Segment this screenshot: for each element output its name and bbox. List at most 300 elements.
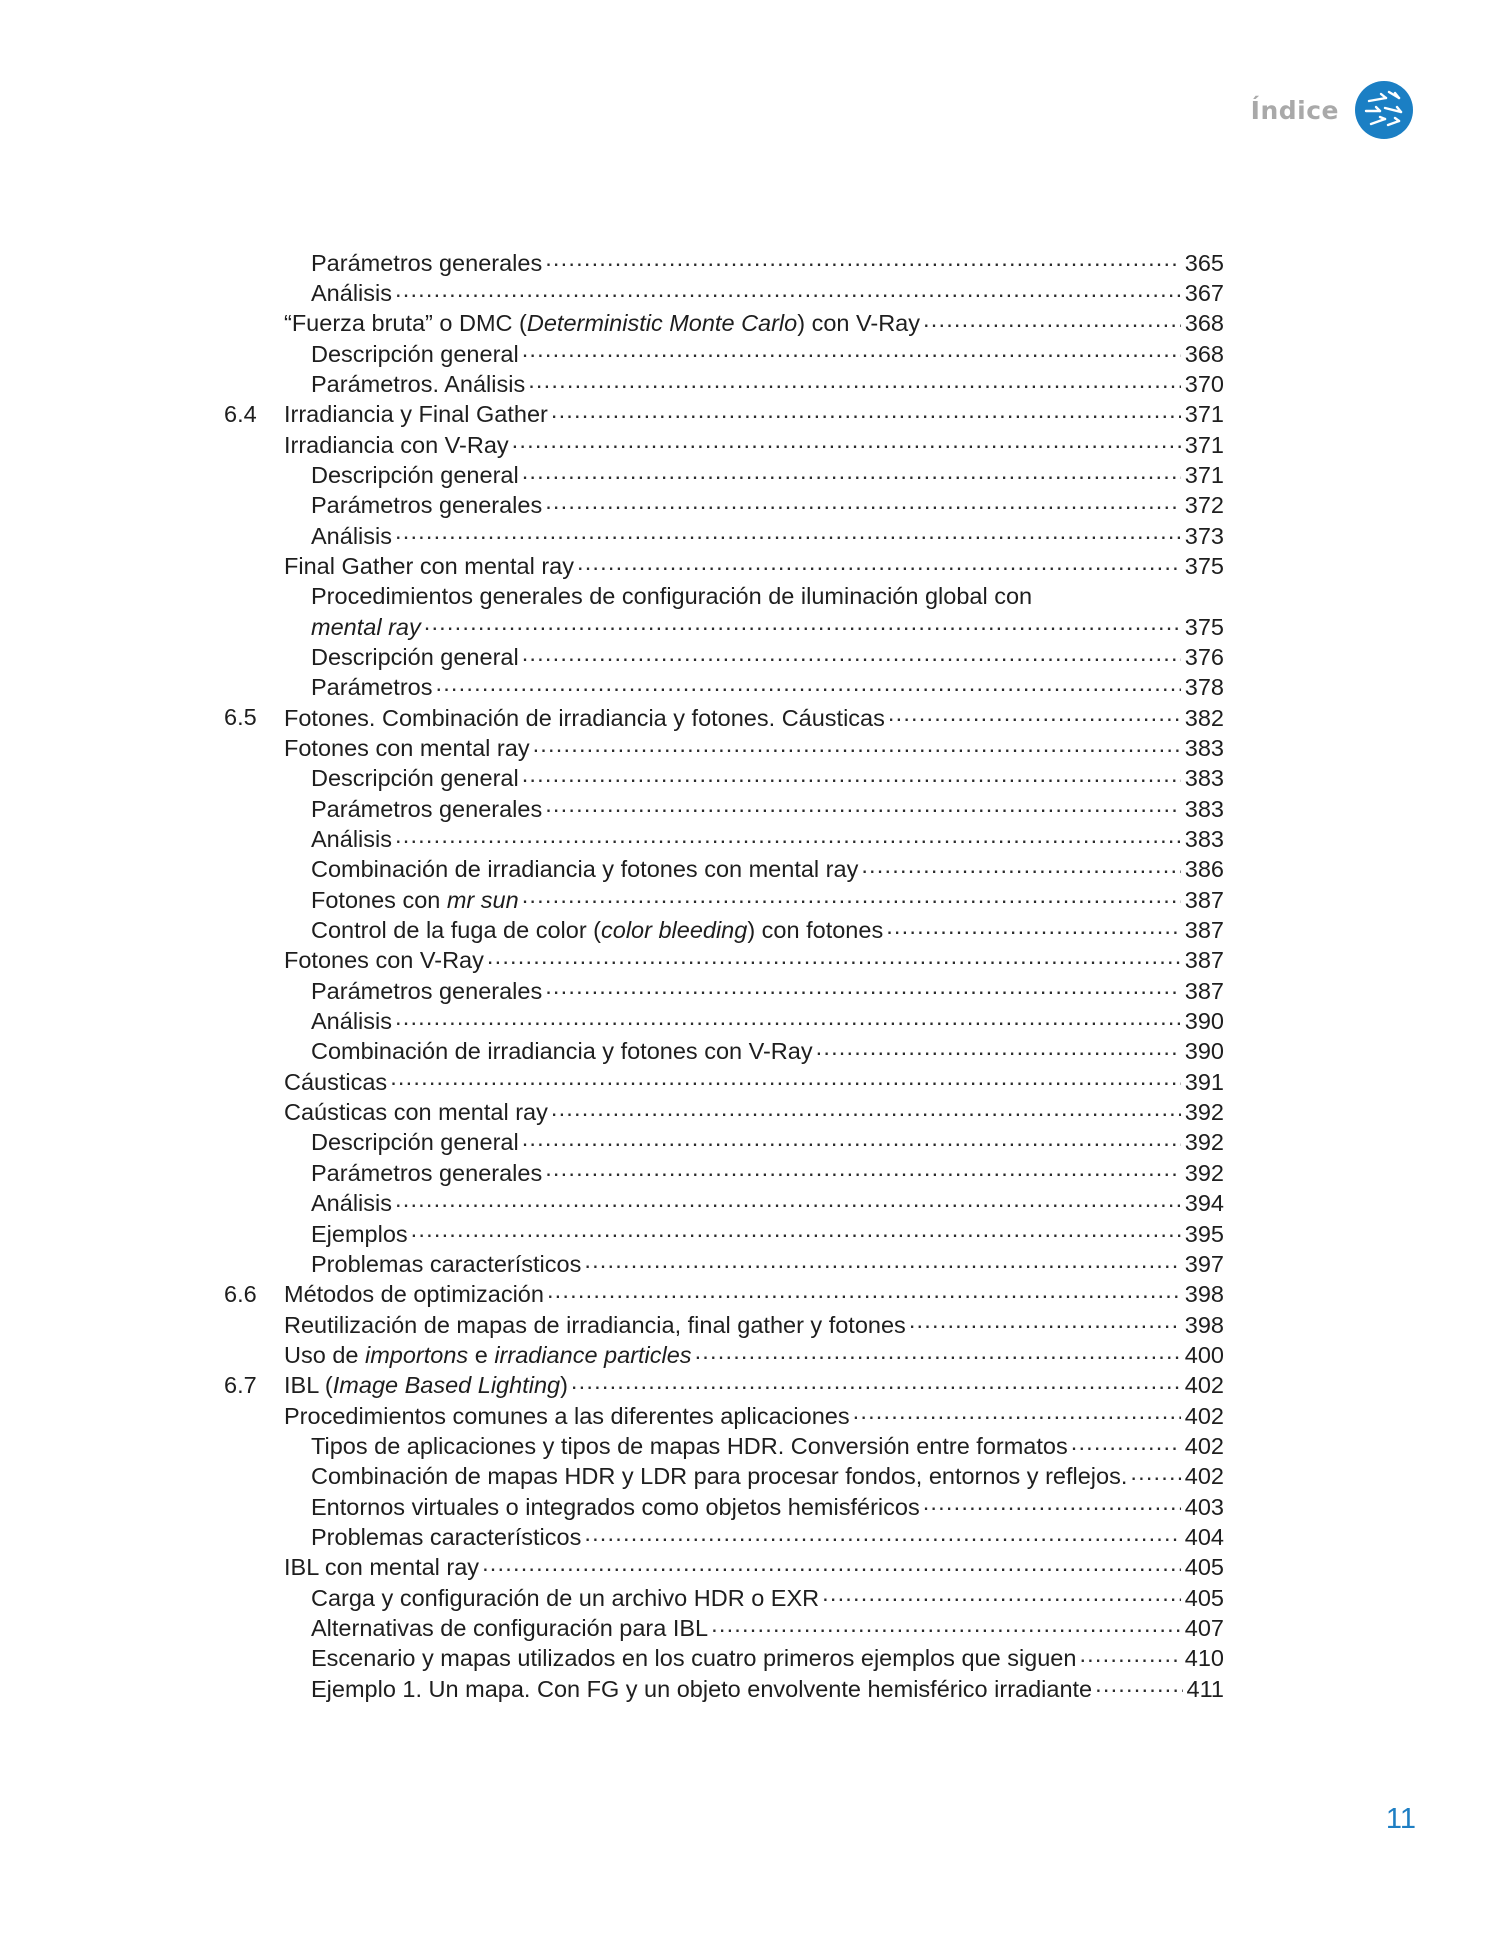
dot-leader: [547, 1279, 1181, 1303]
dot-leader: [435, 672, 1180, 696]
toc-entry-title: [311, 976, 542, 1006]
toc-entry-title: [284, 703, 885, 733]
toc-entry[interactable]: [224, 308, 1224, 338]
toc-entry[interactable]: [224, 1097, 1224, 1127]
toc-entry[interactable]: [224, 368, 1224, 398]
dot-leader: [571, 1370, 1181, 1394]
toc-entry-line: [311, 1521, 1224, 1552]
title-text: Irradiancia con V-Ray: [284, 431, 509, 458]
toc-entry[interactable]: [224, 1461, 1224, 1491]
dot-leader: [545, 793, 1181, 817]
toc-entry-title: [284, 1279, 544, 1309]
toc-entry[interactable]: [224, 854, 1224, 884]
toc-entry[interactable]: [224, 672, 1224, 702]
dot-leader: [482, 1552, 1181, 1576]
page-ref: 387: [1184, 947, 1224, 974]
toc-entry-line: [311, 672, 1224, 703]
dot-leader: [411, 1218, 1181, 1242]
toc-entry[interactable]: [224, 1370, 1224, 1400]
title-text: Parámetros generales: [311, 249, 543, 276]
toc-entry[interactable]: [224, 1643, 1224, 1673]
title-text: Problemas característicos: [311, 1523, 582, 1550]
toc-entry-line: [311, 1157, 1224, 1188]
toc-entry-line: [311, 1430, 1224, 1461]
title-text: Combinación de irradiancia y fotones con mental ray: [311, 856, 859, 883]
page-ref: 404: [1184, 1523, 1224, 1550]
toc-entry[interactable]: [224, 1188, 1224, 1218]
toc-entry-title: [311, 763, 519, 793]
toc-entry-line: [284, 1309, 1224, 1340]
page-ref: 392: [1184, 1099, 1224, 1126]
toc-entry-line: [284, 733, 1224, 764]
title-text: Carga y configuración de un archivo HDR o EXR: [311, 1584, 820, 1611]
toc-entry-title: [311, 1431, 1068, 1461]
dot-leader: [822, 1582, 1181, 1606]
toc-entry[interactable]: [224, 702, 1224, 732]
toc-entry-title: [311, 642, 519, 672]
page-ref: 375: [1184, 552, 1224, 579]
page-ref: 365: [1184, 249, 1224, 276]
dot-leader: [545, 975, 1181, 999]
toc-entry-title: [311, 1006, 392, 1036]
dot-leader: [1071, 1430, 1181, 1454]
title-text: Caústicas con mental ray: [284, 1099, 548, 1126]
toc-entry[interactable]: [224, 1673, 1224, 1703]
dot-leader: [551, 399, 1181, 423]
title-text: Uso de: [284, 1341, 365, 1368]
toc-entry-line: [311, 520, 1224, 551]
dot-leader: [923, 1491, 1181, 1515]
toc-entry-title: [284, 1552, 479, 1582]
toc-entry-title: [284, 1067, 387, 1097]
toc-entry[interactable]: [224, 1612, 1224, 1642]
dot-leader: [853, 1400, 1181, 1424]
toc-entry[interactable]: [224, 1491, 1224, 1521]
toc-entry-title: [311, 1522, 581, 1552]
title-text: Descripción general: [311, 340, 519, 367]
dot-leader: [1095, 1673, 1182, 1697]
toc-entry-line: [311, 1188, 1224, 1219]
toc-entry[interactable]: [224, 520, 1224, 550]
toc-entry[interactable]: [224, 1066, 1224, 1096]
title-text: Parámetros: [311, 674, 433, 701]
toc-entry[interactable]: [224, 1248, 1224, 1278]
toc-entry[interactable]: [224, 1400, 1224, 1430]
toc-entry-title: [311, 339, 519, 369]
title-text: Descripción general: [311, 643, 519, 670]
toc-entry-line: [284, 399, 1224, 430]
toc-entry[interactable]: [224, 975, 1224, 1005]
italic-text: mental ray: [311, 613, 421, 640]
toc-entry[interactable]: [224, 1218, 1224, 1248]
dot-leader: [522, 1127, 1181, 1151]
toc-entry[interactable]: [224, 733, 1224, 763]
page-ref: 371: [1184, 461, 1224, 488]
dot-leader: [395, 520, 1181, 544]
title-text: ) con fotones: [747, 917, 884, 944]
toc-entry[interactable]: [224, 399, 1224, 429]
dot-leader: [909, 1309, 1181, 1333]
toc-entry-title: [311, 369, 525, 399]
title-text: Cáusticas: [284, 1068, 388, 1095]
toc-entry-line: [284, 1400, 1224, 1431]
section-number: 6.5: [224, 704, 257, 731]
toc-entry-line: [311, 884, 1224, 915]
dot-leader: [533, 733, 1181, 757]
toc-entry-line: [311, 975, 1224, 1006]
title-text: Parámetros generales: [311, 1159, 543, 1186]
toc-entry-title: [311, 1613, 708, 1643]
page-ref: 411: [1186, 1675, 1224, 1702]
toc-entry-line: [284, 308, 1224, 339]
toc-entry-line: [311, 1127, 1224, 1158]
page-ref: 370: [1184, 370, 1224, 397]
toc-entry[interactable]: [224, 1552, 1224, 1582]
dot-leader: [545, 247, 1181, 271]
page-ref: 392: [1184, 1159, 1224, 1186]
toc-entry-title: [311, 278, 392, 308]
dot-leader: [861, 854, 1180, 878]
page-ref: 391: [1184, 1068, 1224, 1095]
toc-entry-line: [311, 793, 1224, 824]
dot-leader: [395, 1188, 1181, 1212]
toc-entry-line: [311, 490, 1224, 521]
page-ref: 405: [1184, 1554, 1224, 1581]
italic-text: Deterministic Monte Carlo: [526, 310, 798, 337]
dot-leader: [424, 611, 1181, 635]
toc-entry-line: [284, 1339, 1224, 1370]
title-text: Control de la fuga de color (: [311, 917, 601, 944]
italic-text: Image Based Lighting: [332, 1372, 561, 1399]
toc-entry-line: [311, 277, 1224, 308]
section-number: 6.6: [224, 1280, 257, 1307]
page-ref: 383: [1184, 735, 1224, 761]
page-ref: 405: [1184, 1584, 1224, 1611]
toc-entry[interactable]: [224, 1521, 1224, 1551]
title-text: Reutilización de mapas de irradiancia, final gather y fotones: [284, 1311, 906, 1338]
dot-leader: [577, 550, 1181, 574]
toc-entry-line: [284, 429, 1224, 460]
title-text: IBL con mental ray: [284, 1554, 480, 1581]
toc-entry[interactable]: [224, 945, 1224, 975]
page-ref: 378: [1184, 674, 1224, 701]
toc-entry-line: [284, 1552, 1224, 1583]
page-ref: 387: [1184, 977, 1224, 1004]
toc-entry-line: [311, 581, 1224, 612]
title-text: Procedimientos generales de configuración de iluminación global con: [311, 583, 1033, 610]
toc-entry[interactable]: [224, 581, 1224, 611]
toc-entry[interactable]: [224, 338, 1224, 368]
title-text: ) con V-Ray: [797, 310, 921, 337]
page-ref: 402: [1184, 1372, 1224, 1399]
title-text: Fotones con mental ray: [284, 735, 530, 761]
page-ref: 402: [1184, 1463, 1224, 1490]
page-ref: 410: [1184, 1645, 1224, 1672]
dot-leader: [816, 1036, 1181, 1060]
dot-leader: [395, 277, 1181, 301]
toc-entry-line: [284, 1097, 1224, 1128]
title-text: Fotones con: [311, 886, 447, 913]
toc-entry-title: [311, 1219, 408, 1249]
page-ref: 375: [1184, 613, 1224, 640]
dot-leader: [528, 368, 1181, 392]
toc-entry-line: [311, 1582, 1224, 1613]
page-ref: 397: [1184, 1250, 1224, 1277]
toc-entry-line: [284, 702, 1224, 733]
page-ref: 387: [1184, 886, 1224, 913]
toc-entry[interactable]: [224, 1006, 1224, 1036]
toc-entry-line: [284, 1279, 1224, 1310]
dot-leader: [522, 459, 1181, 483]
toc-entry-line: [311, 1643, 1224, 1674]
toc-entry[interactable]: [224, 1157, 1224, 1187]
page-ref: 407: [1184, 1614, 1224, 1641]
page-ref: 402: [1184, 1432, 1224, 1459]
page-number: 11: [1385, 1803, 1416, 1835]
page-ref: 400: [1184, 1341, 1224, 1368]
page-ref: 395: [1184, 1220, 1224, 1247]
dot-leader: [522, 884, 1181, 908]
title-text: Fotones con V-Ray: [284, 947, 484, 974]
toc-entry[interactable]: [224, 763, 1224, 793]
toc-entry-title: [311, 794, 542, 824]
title-text: Parámetros generales: [311, 795, 543, 822]
title-text: Ejemplo 1. Un mapa. Con FG y un objeto envolvente hemisférico irradiante: [311, 1675, 1093, 1702]
toc-entry-line: [284, 945, 1224, 976]
title-text: Descripción general: [311, 1129, 519, 1156]
page-ref: 402: [1184, 1402, 1224, 1429]
title-text: Problemas característicos: [311, 1250, 582, 1277]
title-text: Parámetros. Análisis: [311, 370, 526, 397]
title-text: e: [468, 1341, 495, 1368]
toc-entry-line: [311, 611, 1224, 642]
section-number: 6.7: [224, 1371, 257, 1398]
toc-entry-line: [311, 338, 1224, 369]
toc-entry-title: [311, 490, 542, 520]
title-text: “Fuerza bruta” o DMC (: [284, 310, 527, 337]
toc-entry-line: [284, 1370, 1224, 1401]
italic-text: mr sun: [446, 886, 519, 913]
title-text: Fotones. Combinación de irradiancia y fotones. Cáusticas: [284, 704, 885, 731]
toc-entry-title: [311, 612, 421, 642]
toc-entry[interactable]: [224, 490, 1224, 520]
title-text: Análisis: [311, 522, 392, 549]
toc-entry[interactable]: [224, 1309, 1224, 1339]
toc-entry-title: [311, 885, 519, 915]
page-header: [1251, 80, 1413, 140]
title-text: IBL (: [284, 1372, 333, 1399]
toc-entry-title: [284, 551, 574, 581]
page-ref: 376: [1184, 643, 1224, 670]
toc-entry-title: [284, 733, 530, 763]
page-ref: 382: [1184, 704, 1224, 731]
toc-entry[interactable]: [224, 1339, 1224, 1369]
dot-leader: [695, 1339, 1181, 1363]
dot-leader: [395, 824, 1181, 848]
toc-entry-title: [311, 1674, 1092, 1704]
toc-entry-title: [284, 399, 548, 429]
title-text: Final Gather con mental ray: [284, 552, 574, 579]
title-text: Ejemplos: [311, 1220, 408, 1247]
title-text: Descripción general: [311, 765, 519, 792]
dot-leader: [545, 1157, 1181, 1181]
toc-entry-title: [311, 1158, 542, 1188]
dot-leader: [1079, 1643, 1180, 1667]
toc-entry-line: [311, 1491, 1224, 1522]
title-text: Análisis: [311, 279, 392, 306]
toc-entry[interactable]: [224, 1430, 1224, 1460]
dot-leader: [711, 1612, 1181, 1636]
section-title: Índice: [1250, 95, 1339, 125]
dot-leader: [545, 490, 1181, 514]
toc-entry-title: [284, 1401, 850, 1431]
toc-entry-title: [311, 1127, 519, 1157]
page-ref: 403: [1184, 1493, 1224, 1520]
toc-entry-title: [311, 1188, 392, 1218]
toc-entry-title: [311, 915, 883, 945]
italic-text: irradiance particles: [494, 1341, 692, 1368]
dot-leader: [923, 308, 1181, 332]
toc-entry-title: [311, 1492, 920, 1522]
toc-entry-line: [284, 550, 1224, 581]
toc-entry[interactable]: [224, 277, 1224, 307]
page-ref: 373: [1184, 522, 1224, 549]
page-ref: 383: [1184, 765, 1224, 792]
toc-entry[interactable]: [224, 1279, 1224, 1309]
toc-entry-title: [311, 460, 519, 490]
toc-entry-line: [311, 824, 1224, 855]
toc-entry-line: [311, 854, 1224, 885]
toc-entry-title: [311, 1036, 813, 1066]
dot-leader: [487, 945, 1181, 969]
dot-leader: [522, 763, 1181, 787]
toc-entry[interactable]: [224, 611, 1224, 641]
toc-entry-line: [311, 1673, 1224, 1704]
toc-entry[interactable]: [224, 429, 1224, 459]
page-ref: 371: [1184, 431, 1224, 458]
index-logo-icon: [1355, 81, 1413, 139]
toc-entry-line: [311, 1036, 1224, 1067]
page-ref: 368: [1184, 310, 1224, 337]
toc-entry[interactable]: [224, 641, 1224, 671]
page-ref: 371: [1184, 401, 1224, 428]
title-text: Irradiancia y Final Gather: [284, 401, 548, 428]
toc-entry-line: [284, 1066, 1224, 1097]
dot-leader: [1035, 581, 1220, 605]
toc-entry-line: [311, 1006, 1224, 1037]
toc-entry-title: [284, 1097, 548, 1127]
page-ref: 368: [1184, 340, 1224, 367]
toc-entry-line: [311, 1612, 1224, 1643]
toc-entry-title: [284, 1340, 692, 1370]
title-text: Alternativas de configuración para IBL: [311, 1614, 709, 1641]
toc-entry-title: [311, 248, 542, 278]
toc-entry-line: [311, 1248, 1224, 1279]
dot-leader: [390, 1066, 1181, 1090]
title-text: Parámetros generales: [311, 492, 543, 519]
toc-entry[interactable]: [224, 884, 1224, 914]
dot-leader: [551, 1097, 1181, 1121]
title-text: Combinación de mapas HDR y LDR para procesar fondos, entornos y reflejos.: [311, 1463, 1128, 1490]
toc-entry-title: [311, 521, 392, 551]
section-number: 6.4: [224, 400, 257, 427]
dot-leader: [584, 1521, 1180, 1545]
page-ref: 387: [1184, 917, 1224, 944]
toc-entry-line: [311, 641, 1224, 672]
page-ref: 367: [1184, 279, 1224, 306]
toc-entry-title: [311, 672, 432, 702]
toc-entry-title: [284, 1310, 906, 1340]
toc-entry-line: [311, 1218, 1224, 1249]
toc-entry[interactable]: [224, 550, 1224, 580]
dot-leader: [886, 915, 1181, 939]
dot-leader: [522, 338, 1181, 362]
toc-entry-line: [311, 763, 1224, 794]
toc-entry-line: [311, 1461, 1224, 1492]
title-text: Procedimientos comunes a las diferentes aplicaciones: [284, 1402, 850, 1429]
toc-entry-title: [284, 308, 920, 338]
page-ref: 398: [1184, 1281, 1224, 1308]
toc-entry[interactable]: [224, 793, 1224, 823]
table-of-contents: [224, 247, 1224, 1704]
toc-entry-line: [311, 459, 1224, 490]
toc-entry[interactable]: [224, 459, 1224, 489]
title-text: ): [560, 1372, 568, 1399]
toc-entry-title: [311, 581, 1032, 611]
dot-leader: [512, 429, 1181, 453]
toc-entry-title: [311, 854, 858, 884]
title-text: Análisis: [311, 1190, 392, 1217]
toc-entry-title: [311, 1643, 1076, 1673]
page-ref: 390: [1184, 1038, 1224, 1065]
page-ref: 390: [1184, 1008, 1224, 1035]
title-text: Tipos de aplicaciones y tipos de mapas HDR. Conversión entre formatos: [311, 1432, 1068, 1459]
toc-entry-title: [284, 945, 484, 975]
toc-entry-line: [311, 368, 1224, 399]
toc-entry-title: [311, 1583, 819, 1613]
toc-entry[interactable]: [224, 247, 1224, 277]
title-text: Métodos de optimización: [284, 1281, 544, 1308]
page-ref: 392: [1184, 1129, 1224, 1156]
page-ref: 394: [1184, 1190, 1224, 1217]
toc-entry-title: [311, 1461, 1127, 1491]
title-text: Análisis: [311, 1008, 392, 1035]
page-ref: 383: [1184, 795, 1224, 822]
toc-entry-title: [311, 824, 392, 854]
dot-leader: [888, 702, 1181, 726]
italic-text: color bleeding: [601, 917, 748, 944]
dot-leader: [584, 1248, 1180, 1272]
page-ref: 398: [1184, 1311, 1224, 1338]
toc-entry[interactable]: [224, 1582, 1224, 1612]
toc-entry-title: [311, 1249, 581, 1279]
dot-leader: [395, 1006, 1181, 1030]
toc-entry[interactable]: [224, 1036, 1224, 1066]
toc-entry[interactable]: [224, 824, 1224, 854]
title-text: Escenario y mapas utilizados en los cuatro primeros ejemplos que siguen: [311, 1645, 1077, 1672]
toc-entry[interactable]: [224, 1127, 1224, 1157]
toc-entry[interactable]: [224, 915, 1224, 945]
page-ref: 383: [1184, 826, 1224, 853]
dot-leader: [522, 641, 1181, 665]
toc-entry-line: [311, 915, 1224, 946]
title-text: Combinación de irradiancia y fotones con V-Ray: [311, 1038, 813, 1065]
dot-leader: [1130, 1461, 1180, 1485]
title-text: Parámetros generales: [311, 977, 543, 1004]
page-ref: 372: [1184, 492, 1224, 519]
title-text: Análisis: [311, 826, 392, 853]
italic-text: importons: [365, 1341, 469, 1368]
